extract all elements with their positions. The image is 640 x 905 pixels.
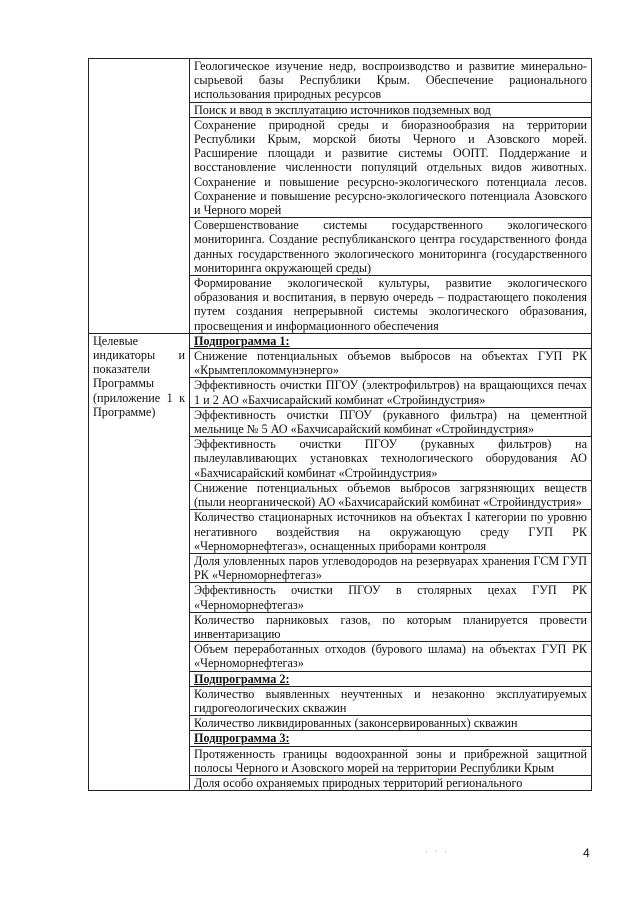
subprogram-3-title: Подпрограмма 3: bbox=[194, 731, 290, 746]
table-cell: Эффективность очистки ПГОУ (рукавного фильтра) на цементной мельнице № 5 АО «Бахчисарайский комбинат «Стройиндустрия» bbox=[190, 407, 592, 436]
table-cell: Сохранение природной среды и биоразнообразия на территории Республики Крым, морской биоты Черного и Азовского морей. Расширение площади и развитие системы ООПТ. Поддержание и восстановление численности популяций отдельных видов животных. Сохранение и повышение ресурсно-экологического потенциала лесов. Сохранение и повышение ресурсно-экологического потенциала Азовского и Черного морей bbox=[190, 117, 592, 217]
left-empty-cell bbox=[89, 59, 190, 334]
table-cell: Формирование экологической культуры, развитие экологического образования и воспитания, в первую очередь – подрастающего поколения путем создания непрерывной системы экологического образования, просвещения и информационного обеспечения bbox=[190, 276, 592, 334]
table-cell: Доля уловленных паров углеводородов на резервуарах хранения ГСМ ГУП РК «Черноморнефтегаз» bbox=[190, 553, 592, 582]
table-cell: Снижение потенциальных объемов выбросов загрязняющих веществ (пыли неорганической) АО «Бахчисарайский комбинат «Стройиндустрия» bbox=[190, 480, 592, 509]
table-cell: Эффективность очистки ПГОУ (электрофильтров) на вращающихся печах 1 и 2 АО «Бахчисарайский комбинат «Стройиндустрия» bbox=[190, 378, 592, 407]
table-cell: Эффективность очистки ПГОУ в столярных цехах ГУП РК «Черноморнефтегаз» bbox=[190, 583, 592, 612]
table-row bbox=[89, 333, 592, 348]
program-passport-table bbox=[88, 58, 592, 791]
footer-marks: · · · bbox=[425, 846, 449, 856]
table-cell: Снижение потенциальных объемов выбросов на объектах ГУП РК «Крымтеплокоммунэнерго» bbox=[190, 349, 592, 378]
subprogram-2-title: Подпрограмма 2: bbox=[194, 671, 290, 686]
page-number: 4 bbox=[583, 846, 590, 860]
table-cell: Совершенствование системы государственного экологического мониторинга. Создание республиканского центра государственного фонда данных государственного экологического мониторинга (государственного мониторинга окружающей среды) bbox=[190, 218, 592, 276]
table-cell: Количество выявленных неучтенных и незаконно эксплуатируемых гидрогеологических скважин bbox=[190, 686, 592, 715]
table-row bbox=[89, 59, 592, 103]
subprogram-heading bbox=[190, 333, 592, 348]
table-cell: Геологическое изучение недр, воспроизводство и развитие минерально-сырьевой базы Республики Крым. Обеспечение рационального использования природных ресурсов bbox=[190, 59, 592, 103]
table-cell: Количество парниковых газов, по которым планируется провести инвентаризацию bbox=[190, 612, 592, 641]
table-cell: Протяженность границы водоохранной зоны и прибрежной защитной полосы Черного и Азовского морей на территории Республики Крым bbox=[190, 746, 592, 775]
table-cell: Количество стационарных источников на объектах I категории по уровню негативного воздействия на окружающую среду ГУП РК «Черноморнефтегаз», оснащенных приборами контроля bbox=[190, 510, 592, 554]
table-cell: Количество ликвидированных (законсервированных) скважин bbox=[190, 716, 592, 731]
table-cell: Поиск и ввод в эксплуатацию источников подземных вод bbox=[190, 102, 592, 117]
table-cell: Доля особо охраняемых природных территорий регионального bbox=[190, 775, 592, 790]
table-cell: Объем переработанных отходов (бурового шлама) на объектах ГУП РК «Черноморнефтегаз» bbox=[190, 642, 592, 671]
target-indicators-label: Целевые индикаторы и показатели Программы (приложение 1 к Программе) bbox=[89, 333, 190, 790]
subprogram-1-title: Подпрограмма 1: bbox=[194, 333, 290, 348]
table-cell: Эффективность очистки ПГОУ (рукавных фильтров) на пылеулавливающих установках технологического оборудования АО «Бахчисарайский комбинат «Стройиндустрия» bbox=[190, 437, 592, 481]
subprogram-heading bbox=[190, 731, 592, 746]
subprogram-heading bbox=[190, 671, 592, 686]
